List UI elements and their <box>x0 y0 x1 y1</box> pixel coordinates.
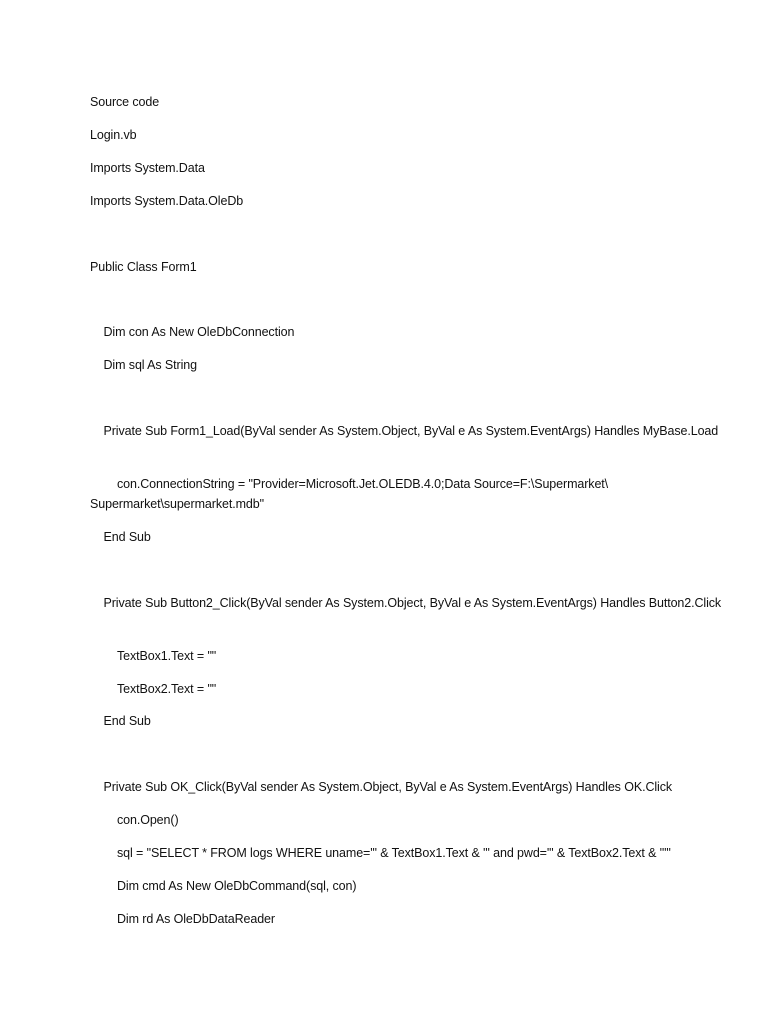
code-line: Private Sub Button2_Click(ByVal sender As System.Object, ByVal e As System.EventArgs) Handles Button2.Click <box>90 596 722 610</box>
code-line: Dim con As New OleDbConnection <box>90 325 295 339</box>
code-line: sql = "SELECT * FROM logs WHERE uname='" & TextBox1.Text & "' and pwd='" & TextBox2.Text & "'" <box>90 846 671 860</box>
code-line: Dim cmd As New OleDbCommand(sql, con) <box>90 879 357 893</box>
heading-source-code: Source code <box>90 95 160 109</box>
code-line: TextBox2.Text = "" <box>90 682 217 696</box>
code-line: TextBox1.Text = "" <box>90 649 217 663</box>
code-line: Dim sql As String <box>90 358 197 372</box>
filename-label: Login.vb <box>90 128 137 142</box>
code-line: End Sub <box>90 714 151 728</box>
code-line: Dim rd As OleDbDataReader <box>90 912 275 926</box>
code-line: End Sub <box>90 530 151 544</box>
code-line: Private Sub OK_Click(ByVal sender As System.Object, ByVal e As System.EventArgs) Handles OK.Click <box>90 780 673 794</box>
code-line: con.ConnectionString = "Provider=Microsoft.Jet.OLEDB.4.0;Data Source=F:\Supermarket\ Supermarket\supermarket.mdb" <box>90 477 612 511</box>
code-line: Imports System.Data <box>90 161 205 175</box>
code-line: con.Open() <box>90 813 179 827</box>
code-line: Private Sub Form1_Load(ByVal sender As System.Object, ByVal e As System.EventArgs) Handles MyBase.Load <box>90 424 719 438</box>
code-line: Public Class Form1 <box>90 260 197 274</box>
code-line: Imports System.Data.OleDb <box>90 194 244 208</box>
